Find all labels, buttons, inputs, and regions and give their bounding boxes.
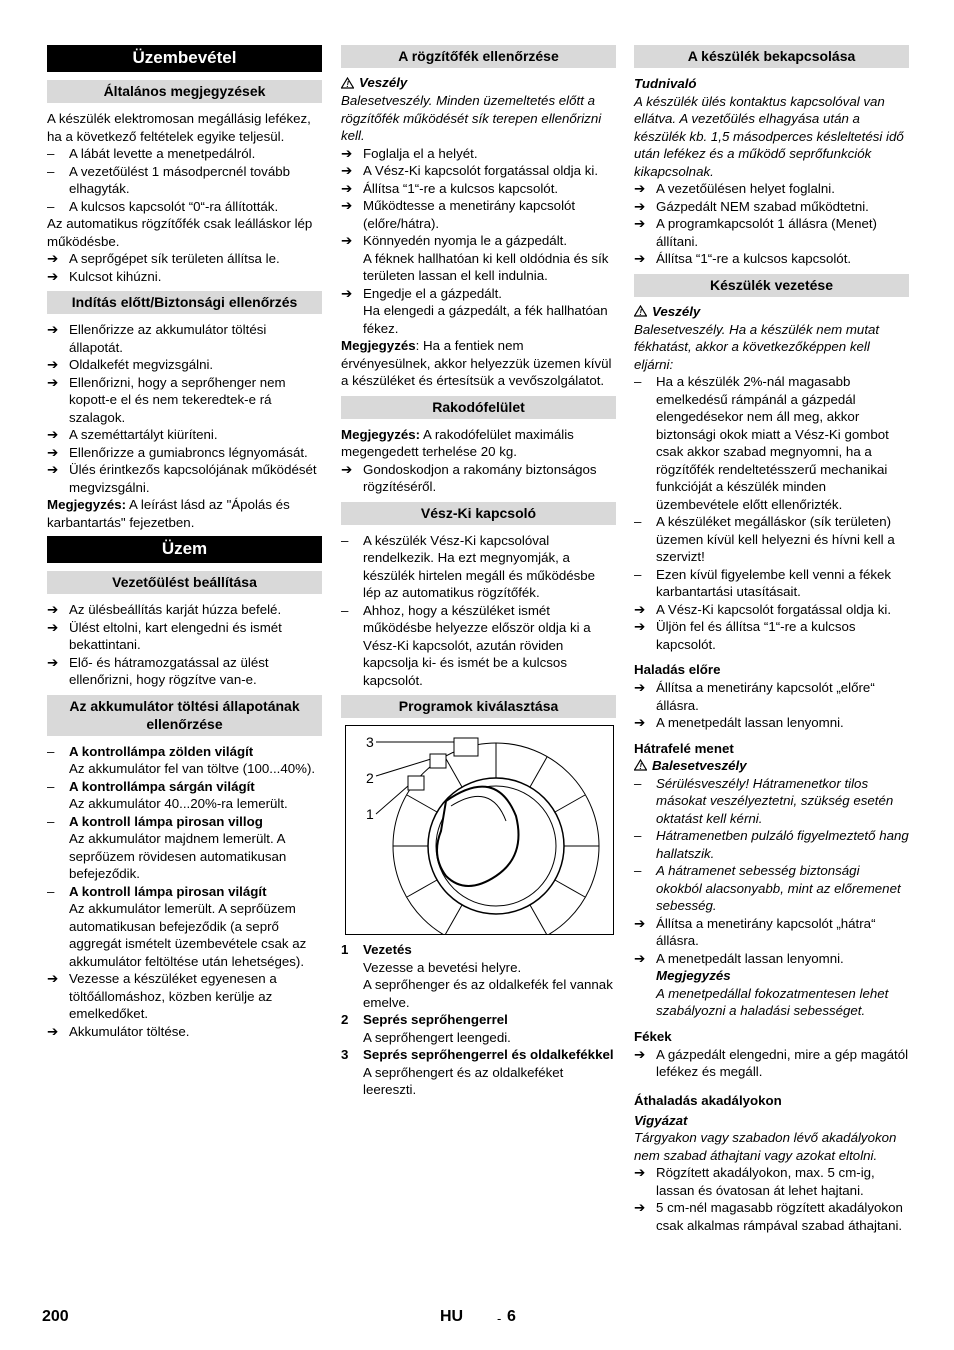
list-item [634, 513, 909, 566]
list-item [634, 827, 909, 862]
item-text: A hátramenet sebesség biztonsági okokból alacsonyabb, mint az előremenet sebesség. [656, 863, 901, 913]
item-text: Foglalja el a helyét. [363, 145, 478, 161]
list-item [47, 778, 322, 796]
list-item [47, 145, 322, 163]
program-number: 3 [341, 1047, 349, 1062]
item-text: Gázpedált NEM szabad működtetni. [656, 198, 869, 214]
dash-bullet: – [634, 374, 642, 389]
column-3 [634, 45, 909, 1234]
dial-position-label: 2 [366, 770, 374, 786]
heading-rako: Rakodófelület [341, 396, 616, 419]
paragraph: A készülék elektromosan megállásig lefékez, ha a következő feltételek egyike teljesül. [47, 111, 311, 144]
dash-list [47, 145, 322, 215]
step-list [634, 1164, 909, 1234]
arrow-icon: ➔ [47, 444, 59, 460]
item-text: Működtesse a menetirány kapcsolót (előre/hátra). [363, 198, 576, 231]
heading-rogzito: A rögzítőfék ellenőrzése [341, 45, 616, 68]
item-text: A menetpedált lassan lenyomni. [656, 950, 844, 966]
arrow-icon: ➔ [47, 427, 59, 442]
arrow-icon: ➔ [634, 619, 646, 634]
arrow-icon: ➔ [341, 180, 353, 196]
item-text: Ahhoz, hogy a készüléket ismét működésbe helyezze először oldja ki a Vész-Ki kapcsolót, azután röviden kapcsolja ki- és ismét be a kulcsos kapcsolót. [363, 602, 591, 688]
item-text: Rögzített akadályokon, max. 5 cm-ig, lassan és óvatosan át lehet hajtani. [656, 1165, 875, 1198]
step-item [634, 215, 909, 250]
arrow-icon: ➔ [634, 1046, 646, 1062]
language-code: HU [440, 1308, 464, 1325]
dash-bullet: – [634, 775, 642, 791]
dash-bullet: – [47, 146, 55, 161]
program-name: Seprés seprőhengerrel [363, 1012, 508, 1027]
program-item [341, 1046, 616, 1064]
program-switch-figure [345, 725, 614, 935]
list-item [634, 862, 909, 915]
list-item [47, 883, 322, 901]
arrow-icon: ➔ [341, 163, 353, 178]
step-item [634, 950, 909, 968]
subheading-elore: Haladás előre [634, 662, 721, 677]
arrow-icon: ➔ [634, 680, 646, 695]
note-label: Megjegyzés: [47, 497, 127, 512]
arrow-icon: ➔ [634, 715, 646, 730]
dash-bullet: – [47, 198, 55, 214]
dash-bullet: – [47, 813, 55, 829]
step-list [47, 250, 322, 285]
item-text: Ellenőrizni, hogy a seprőhenger nem kopott-e el és nem tekeredtek-e rá szalagok. [69, 374, 286, 425]
list-item [47, 743, 322, 761]
list-item [634, 566, 909, 601]
step-item [47, 356, 322, 374]
arrow-icon: ➔ [47, 357, 59, 372]
item-text: 5 cm-nél magasabb rögzített akadályokon csak alkalmas rámpával szabad áthajtani. [656, 1200, 903, 1233]
item-text: A készülék Vész-Ki kapcsolóval rendelkezik. Ha ezt megnyomják, a készülék hirtelen megáll és működésbe lép az automatikus rögzítőfék. [363, 532, 596, 600]
step-item [47, 461, 322, 496]
note-label: Megjegyzés: [341, 426, 421, 442]
warning-text: Balesetveszély. Ha a készülék nem mutat fékhatást, akkor a következőképpen kell eljárni: [634, 321, 880, 372]
step-item [634, 679, 909, 714]
note [341, 337, 616, 390]
item-text: A vezetőülésen helyet foglalni. [656, 181, 835, 196]
dash-bullet: – [47, 883, 55, 899]
list-item [341, 602, 616, 690]
step-list [634, 180, 909, 268]
item-text: Akkumulátor töltése. [69, 1023, 190, 1039]
list-item [634, 373, 909, 513]
dash-bullet: – [634, 566, 642, 582]
item-text: Állítsa a menetirány kapcsolót „előre“ állásra. [656, 680, 875, 713]
step-item [341, 145, 616, 163]
heading-altalanos: Általános megjegyzések [47, 80, 322, 103]
item-text: Hátramenetben pulzáló figyelmeztető hang hallatszik. [656, 828, 909, 861]
arrow-icon: ➔ [341, 198, 353, 213]
dash-list [634, 373, 909, 601]
program-item [341, 941, 616, 959]
program-description: A seprőhenger és az oldalkefék fel vannak emelve. [363, 977, 613, 1010]
item-text: A seprőgépet sík területen állítsa le. [69, 251, 280, 266]
item-text: Kulcsot kihúzni. [69, 268, 162, 284]
step-item [634, 601, 909, 619]
section-title-uzembevetel: Üzembevétel [47, 45, 322, 72]
warning-label: Veszély [652, 303, 701, 319]
step-list [634, 915, 909, 968]
subheading-hatra: Hátrafelé menet [634, 740, 734, 756]
list-item [634, 775, 909, 828]
arrow-icon: ➔ [341, 233, 353, 248]
item-text: Állítsa “1“-re a kulcsos kapcsolót. [363, 180, 559, 196]
item-text: A menetpedált lassan lenyomni. [656, 715, 844, 730]
heading-akku: Az akkumulátor töltési állapotának ellenőrzése [47, 695, 322, 736]
heading-vezetes: Készülék vezetése [634, 274, 909, 297]
heading-prog: Programok kiválasztása [341, 695, 616, 718]
arrow-icon: ➔ [47, 462, 59, 477]
program-description: A seprőhengert leengedi. [363, 1029, 511, 1045]
dash-bullet: – [341, 602, 349, 618]
item-text: Vezesse a készüléket egyenesen a töltőállomáshoz, közben kerülje az emelkedőket. [69, 971, 277, 1021]
step-item [341, 461, 616, 496]
step-list [47, 601, 322, 689]
step-item [634, 1199, 909, 1234]
step-text: A gázpedált elengedni, mire a gép magától lefékez és megáll. [656, 1046, 909, 1079]
program-list [341, 941, 616, 1099]
item-description: Az akkumulátor fel van töltve (100...40%). [69, 761, 316, 776]
akku-list [47, 743, 322, 971]
column-1 [47, 45, 322, 1040]
step-item [341, 285, 616, 303]
dash-list [341, 532, 616, 690]
item-text: Állítsa “1“-re a kulcsos kapcsolót. [656, 251, 852, 266]
step-item [634, 915, 909, 950]
step-list [341, 145, 616, 338]
page-number: 200 [42, 1308, 69, 1325]
section-page-number: 6 [507, 1308, 516, 1325]
info-text: A készülék ülés kontaktus kapcsolóval van ellátva. A vezetőülés elhagyása után a készülék kb. 1,5 másodperces késleltetési idő után lefékez és a működő seprőfunkciók kikapcsolnak. [634, 93, 904, 179]
program-name: Seprés seprőhengerrel és oldalkefékkel [363, 1047, 614, 1062]
info-label: Tudnivaló [634, 76, 697, 91]
item-description: Az akkumulátor majdnem lemerült. A seprőüzem rövidesen automatikusan befejeződik. [69, 831, 287, 881]
warning-heading [634, 758, 909, 773]
item-text: Az ülésbeállítás karját húzza befelé. [69, 602, 282, 617]
item-text: Ülést eltolni, kart elengedni és ismét bekattintani. [69, 619, 282, 652]
step-item [47, 654, 322, 689]
arrow-icon: ➔ [634, 950, 646, 966]
warning-triangle-icon [634, 305, 647, 317]
warning-heading [341, 75, 616, 90]
arrow-icon: ➔ [47, 654, 59, 670]
note-text: A rakodófelület maximális megengedett terhelése 20 kg. [341, 426, 574, 459]
dash-bullet: – [634, 863, 642, 878]
item-text: A kulcsos kapcsolót “0“-ra állították. [69, 198, 279, 214]
step-item [47, 321, 322, 356]
step-item [47, 250, 322, 268]
step-item [47, 444, 322, 462]
item-text: Engedje el a gázpedált. [363, 285, 502, 301]
step-list [47, 321, 322, 496]
item-text: Ellenőrizze a gumiabroncs légnyomását. [69, 444, 308, 460]
note-text: A menetpedállal fokozatmentesen lehet szabályozni a haladási sebességet. [656, 985, 889, 1018]
arrow-icon: ➔ [634, 216, 646, 231]
item-text: Könnyedén nyomja le a gázpedált. [363, 233, 568, 248]
item-text: Üljön fel és állítsa “1“-re a kulcsos kapcsolót. [656, 619, 856, 652]
arrow-icon: ➔ [634, 181, 646, 196]
note-label: Megjegyzés [656, 968, 731, 983]
arrow-icon: ➔ [634, 915, 646, 931]
arrow-icon: ➔ [341, 285, 353, 301]
item-text: Sérülésveszély! Hátramenetkor tilos másokat veszélyeztetni, szükség esetén oktatást kell kérni. [656, 775, 894, 826]
column-2 [341, 45, 616, 1099]
heading-inditas: Indítás előtt/Biztonsági ellenőrzés [47, 291, 322, 314]
dash-bullet: – [634, 514, 642, 529]
arrow-icon: ➔ [341, 145, 353, 161]
program-dial-illustration [346, 726, 613, 934]
program-number: 2 [341, 1012, 349, 1027]
step-item [47, 268, 322, 286]
subheading-athaladas: Áthaladás akadályokon [634, 1092, 782, 1108]
note-text: A leírást lásd az "Ápolás és karbantartás" fejezetben. [47, 497, 290, 530]
dash-bullet: – [634, 828, 642, 843]
warning-label: Veszély [359, 75, 408, 90]
paragraph: Az automatikus rögzítőfék csak leálláskor lép működésbe. [47, 216, 313, 249]
note [341, 426, 616, 461]
warning-triangle-icon [634, 759, 647, 771]
item-text: A Vész-Ki kapcsolót forgatással oldja ki. [656, 601, 892, 617]
item-text: Ha a készülék 2%-nál magasabb emelkedésű rámpánál a gázpedál elengedésekor nem áll meg, akkor biztonsági okok miatt a Vész-Ki gombot csak akkor szabad megnyomni, ha a rögzítőfék rendeltetésszerű mechanikai funkcióját a készülék minden üzembevétele előtt ellenőrizték. [656, 374, 889, 512]
list-item [47, 813, 322, 831]
step-item [341, 232, 616, 250]
svg-text:!: ! [639, 762, 643, 771]
program-number: 1 [341, 942, 349, 957]
step-item [47, 1023, 322, 1041]
item-text: Oldalkefét megvizsgálni. [69, 357, 214, 372]
warning-triangle-icon [341, 77, 354, 89]
step-item [634, 714, 909, 732]
note-text: : Ha a fentiek nem érvényesülnek, akkor helyezzük üzemen kívül a készüléket és értesítsük a vevőszolgálatot. [341, 338, 612, 388]
step-item [634, 180, 909, 198]
caution-text: Tárgyakon vagy szabadon lévő akadályokon nem szabad áthajtani vagy azokat eltolni. [634, 1130, 897, 1163]
dash-list [634, 775, 909, 915]
step-item [47, 601, 322, 619]
step-list [634, 679, 909, 732]
item-text: A lábát levette a menetpedálról. [69, 146, 256, 161]
arrow-icon: ➔ [47, 1023, 59, 1039]
heading-bekapcs: A készülék bekapcsolása [634, 45, 909, 68]
item-text: Állítsa a menetirány kapcsolót „hátra“ állásra. [656, 915, 876, 948]
step-list [47, 970, 322, 1040]
warning-label: Balesetveszély [652, 757, 747, 773]
item-text: Ellenőrizze az akkumulátor töltési állapotát. [69, 322, 267, 355]
arrow-icon: ➔ [47, 322, 59, 337]
program-description: A seprőhengert és az oldalkeféket leereszti. [363, 1064, 564, 1097]
step-detail: A féknek hallhatóan ki kell oldódnia és sík területen lassan el kell indulnia. [363, 250, 609, 283]
arrow-icon: ➔ [634, 601, 646, 617]
step-item [47, 374, 322, 427]
section-title-uzem: Üzem [47, 536, 322, 563]
program-item [341, 1011, 616, 1029]
footer-separator: - [497, 1311, 502, 1326]
program-name: Vezetés [363, 942, 412, 957]
caution-label: Vigyázat [634, 1112, 688, 1128]
item-text: A készüléket megálláskor (sík területen) üzemen kívül kell helyezni és hívni kell a szervizt! [656, 514, 895, 564]
dial-position-label: 3 [366, 734, 374, 750]
dash-bullet: – [341, 532, 349, 548]
step-item [634, 1046, 909, 1081]
list-item [47, 198, 322, 216]
item-text: Ezen kívül figyelembe kell venni a fékek karbantartási utasításait. [656, 566, 892, 599]
step-item [634, 250, 909, 268]
item-text: A programkapcsolót 1 állásra (Menet) állítani. [656, 216, 877, 249]
step-item [341, 197, 616, 232]
step-detail: Ha elengedi a gázpedált, a fék hallhatóan fékez. [363, 303, 608, 336]
arrow-icon: ➔ [47, 619, 59, 635]
dash-bullet: – [47, 743, 55, 759]
note-label: Megjegyzés [341, 338, 416, 353]
step-item [341, 162, 616, 180]
heading-vezetoules: Vezetőülést beállítása [47, 571, 322, 594]
warning-text: Balesetveszély. Minden üzemeltetés előtt a rögzítőfék működését sík terepen ellenőrizni kell. [341, 93, 602, 143]
arrow-icon: ➔ [634, 198, 646, 214]
arrow-icon: ➔ [47, 268, 59, 284]
dash-bullet: – [47, 163, 55, 179]
item-description: Az akkumulátor lemerült. A seprőüzem automatikusan befejeződik (a seprő aggregát ismételt üzembevétele csak az akkumulátor feltöltése után lehetséges). [69, 901, 307, 969]
item-text: Elő- és hátramozgatással az ülést ellenőrizni, hogy rögzítve van-e. [69, 654, 269, 687]
step-list [634, 601, 909, 654]
dial-position-label: 1 [366, 806, 374, 822]
step-item [634, 618, 909, 653]
item-description: Az akkumulátor 40...20%-ra lemerült. [69, 796, 288, 811]
step-item [47, 970, 322, 1023]
step-item [634, 198, 909, 216]
arrow-icon: ➔ [47, 971, 59, 986]
step-item [47, 619, 322, 654]
item-text: A Vész-Ki kapcsolót forgatással oldja ki. [363, 163, 599, 178]
item-text: A vezetőülést 1 másodpercnél tovább elhagyták. [69, 163, 291, 196]
item-text: A kontrollámpa zölden világít [69, 743, 254, 759]
arrow-icon: ➔ [634, 251, 646, 266]
step-item [47, 426, 322, 444]
item-text: A kontroll lámpa pirosan világít [69, 883, 267, 899]
step-text: Gondoskodjon a rakomány biztonságos rögzítéséről. [363, 461, 597, 494]
subheading-fekek: Fékek [634, 1028, 672, 1044]
item-text: A szeméttartályt kiüríteni. [69, 427, 218, 442]
warning-heading [634, 304, 909, 319]
arrow-icon: ➔ [47, 374, 59, 390]
list-item [341, 532, 616, 602]
program-description: Vezesse a bevetési helyre. [363, 959, 522, 975]
arrow-icon: ➔ [634, 1165, 646, 1180]
item-text: A kontroll lámpa pirosan villog [69, 813, 263, 829]
list-item [47, 163, 322, 198]
step-item [634, 1164, 909, 1199]
svg-text:!: ! [346, 79, 350, 89]
arrow-icon: ➔ [634, 1200, 646, 1215]
svg-text:!: ! [639, 308, 643, 317]
item-text: A kontrollámpa sárgán világít [69, 778, 255, 794]
note [47, 496, 322, 531]
arrow-icon: ➔ [341, 461, 353, 477]
step-item [341, 180, 616, 198]
arrow-icon: ➔ [47, 602, 59, 617]
heading-vesz: Vész-Ki kapcsoló [341, 502, 616, 525]
item-text: Ülés érintkezős kapcsolójának működését megvizsgálni. [69, 462, 317, 495]
dash-bullet: – [47, 778, 55, 794]
arrow-icon: ➔ [47, 251, 59, 266]
